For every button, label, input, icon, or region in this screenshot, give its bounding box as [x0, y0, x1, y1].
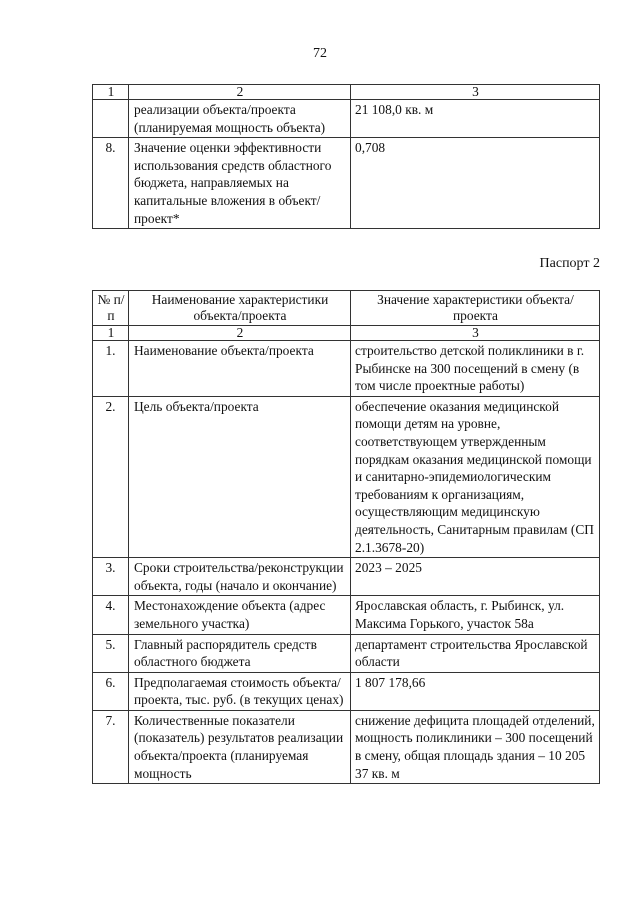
row-number: 1.: [93, 341, 129, 397]
row-value: строительство детской поликлиники в г. Рыбинске на 300 посещений в смену (в том числе проектные работы): [351, 341, 600, 397]
header-row: [93, 291, 600, 326]
column-numbers-row: [93, 85, 600, 100]
table-row: [93, 558, 600, 596]
table-row: [93, 672, 600, 710]
table-continuation: [92, 84, 600, 229]
row-number: 6.: [93, 672, 129, 710]
column-number: 3: [351, 326, 600, 341]
row-name: Цель объекта/проекта: [129, 396, 351, 557]
row-name: Предполагаемая стоимость объекта/проекта, тыс. руб. (в текущих ценах): [129, 672, 351, 710]
row-name: Наименование объекта/проекта: [129, 341, 351, 397]
column-number: 2: [129, 85, 351, 100]
row-name: Значение оценки эффективности использования средств областного бюджета, направляемых на капитальные вложения в объект/проект*: [129, 138, 351, 229]
column-number: 1: [93, 85, 129, 100]
row-name: реализации объекта/проекта (планируемая мощность объекта): [129, 100, 351, 138]
table-row: [93, 138, 600, 229]
table-row: [93, 396, 600, 557]
row-value: 2023 – 2025: [351, 558, 600, 596]
row-number: 3.: [93, 558, 129, 596]
row-number: [93, 100, 129, 138]
table-row: [93, 341, 600, 397]
row-name: Количественные показатели (показатель) результатов реализации объекта/проекта (планируемая мощность: [129, 710, 351, 783]
column-number: 3: [351, 85, 600, 100]
row-name: Главный распорядитель средств областного бюджета: [129, 634, 351, 672]
row-value: 1 807 178,66: [351, 672, 600, 710]
row-number: 2.: [93, 396, 129, 557]
row-value: обеспечение оказания медицинской помощи детям на уровне, соответствующем утвержденным порядкам оказания медицинской помощи и санитарно-эпидемиологическим требованиям к организациям, осуществляющим медицинскую деятельность, Санитарным правилам (СП 2.1.3678-20): [351, 396, 600, 557]
header-cell-number: № п/п: [93, 291, 129, 326]
row-number: 7.: [93, 710, 129, 783]
passport-label: Паспорт 2: [539, 256, 600, 271]
row-value: Ярославская область, г. Рыбинск, ул. Максима Горького, участок 58а: [351, 596, 600, 634]
row-value: департамент строительства Ярославской области: [351, 634, 600, 672]
table-row: [93, 634, 600, 672]
row-number: 4.: [93, 596, 129, 634]
table-row: [93, 596, 600, 634]
header-cell-name: Наименование характеристики объекта/проекта: [129, 291, 351, 326]
page-number: 72: [313, 46, 327, 61]
header-cell-value: Значение характеристики объекта/проекта: [351, 291, 600, 326]
passport-table: [92, 290, 600, 784]
column-number: 1: [93, 326, 129, 341]
table-row: [93, 710, 600, 783]
column-number: 2: [129, 326, 351, 341]
row-name: Сроки строительства/реконструкции объекта, годы (начало и окончание): [129, 558, 351, 596]
row-number: 5.: [93, 634, 129, 672]
column-numbers-row: [93, 326, 600, 341]
table-row: [93, 100, 600, 138]
row-number: 8.: [93, 138, 129, 229]
row-value: 0,708: [351, 138, 600, 229]
row-value: снижение дефицита площадей отделений, мощность поликлиники – 300 посещений в смену, общая площадь здания – 10 205 37 кв. м: [351, 710, 600, 783]
row-value: 21 108,0 кв. м: [351, 100, 600, 138]
row-name: Местонахождение объекта (адрес земельного участка): [129, 596, 351, 634]
